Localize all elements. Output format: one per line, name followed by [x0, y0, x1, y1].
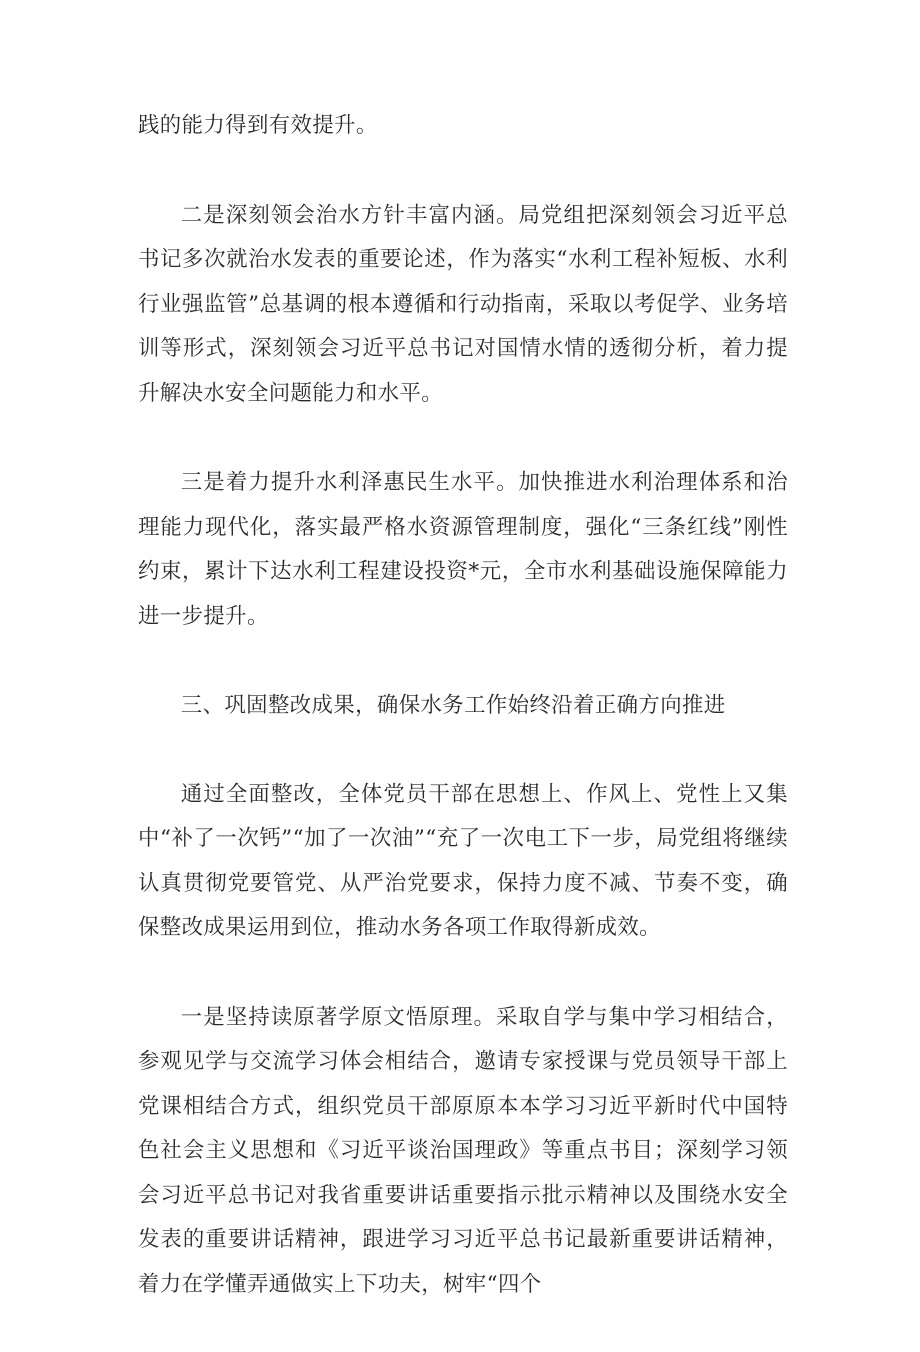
paragraph-rectification: 通过全面整改，全体党员干部在思想上、作风上、党性上又集中“补了一次钙”“加了一次油”“充了一次电工下一步，局党组将继续认真贯彻党要管党、从严治党要求，保持力度不减、节奏不变，确保整改成果运用到位，推动水务各项工作取得新成效。	[138, 781, 788, 940]
paragraph-study: 一是坚持读原著学原文悟原理。采取自学与集中学习相结合，参观见学与交流学习体会相结合，邀请专家授课与党员领导干部上党课相结合方式，组织党员干部原原本本学习习近平新时代中国特色社会主义思想和《习近平谈治国理政》等重点书目；深刻学习领会习近平总书记对我省重要讲话重要指示批示精神以及围绕水安全发表的重要讲话精神，跟进学习习近平总书记最新重要讲话精神，着力在学懂弄通做实上下功夫，树牢“四个	[138, 1004, 788, 1297]
document-body	[138, 104, 788, 1352]
paragraph-continuation: 践的能力得到有效提升。	[138, 113, 378, 138]
section-heading: 三、巩固整改成果，确保水务工作始终沿着正确方向推进	[180, 693, 726, 718]
paragraph-livelihood: 三是着力提升水利泽惠民生水平。加快推进水利治理体系和治理能力现代化，落实最严格水资源管理制度，强化“三条红线”刚性约束，累计下达水利工程建设投资*元，全市水利基础设施保障能力进一步提升。	[138, 470, 788, 629]
paragraph-water-policy: 二是深刻领会治水方针丰富内涵。局党组把深刻领会习近平总书记多次就治水发表的重要论述，作为落实“水利工程补短板、水利行业强监管”总基调的根本遵循和行动指南，采取以考促学、业务培训等形式，深刻领会习近平总书记对国情水情的透彻分析，着力提升解决水安全问题能力和水平。	[138, 202, 788, 406]
